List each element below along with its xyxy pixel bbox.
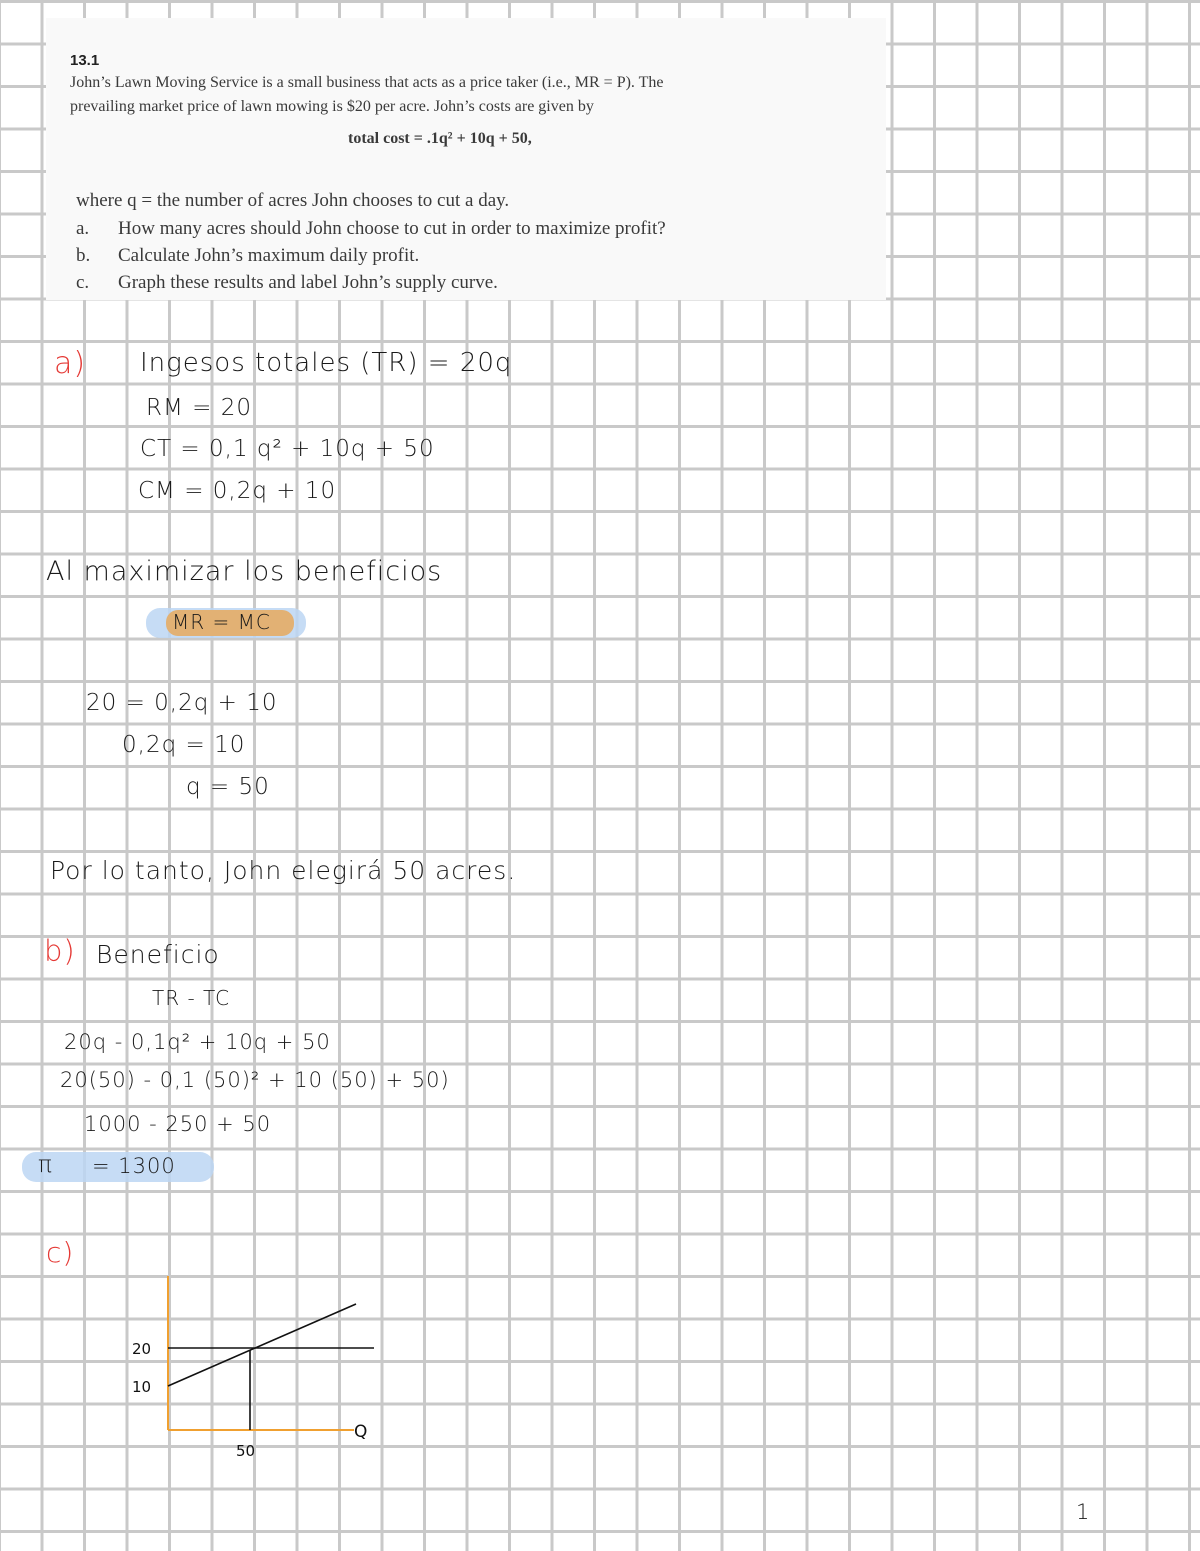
question-c-text: Graph these results and label John’s supply curve. — [118, 272, 498, 293]
part-c-label: c) — [46, 1236, 75, 1269]
part-a-marginal-revenue: RM = 20 — [146, 395, 252, 421]
part-b-line-1: TR - TC — [152, 986, 231, 1010]
page-number: 1 — [1076, 1500, 1091, 1524]
x-axis-label-q: Q — [354, 1422, 368, 1442]
maximize-text: Al maximizar los beneficios — [46, 556, 443, 587]
part-a-conclusion: Por lo tanto, John elegirá 50 acres. — [50, 856, 517, 885]
part-b-heading: Beneficio — [96, 940, 220, 969]
question-a-text: How many acres should John choose to cut in order to maximize profit? — [118, 218, 666, 239]
cost-formula: total cost = .1q² + 10q + 50, — [348, 130, 532, 147]
solution-line-1: 20 = 0,2q + 10 — [86, 690, 278, 716]
part-a-total-cost: CT = 0,1 q² + 10q + 50 — [140, 436, 435, 462]
solution-line-3: q = 50 — [186, 774, 270, 800]
profit-max-condition: MR = MC — [172, 610, 271, 634]
problem-intro-line2: prevailing market price of lawn mowing is $20 per acre. John’s costs are given by — [70, 98, 594, 115]
question-a-letter: a. — [76, 218, 90, 239]
problem-statement — [46, 18, 886, 300]
x-tick-50: 50 — [236, 1442, 256, 1460]
problem-where: where q = the number of acres John chooses to cut a day. — [76, 190, 510, 211]
solution-line-2: 0,2q = 10 — [122, 732, 246, 758]
profit-symbol: π — [38, 1152, 53, 1178]
question-b-letter: b. — [76, 245, 91, 266]
marginal-cost-line — [168, 1304, 356, 1386]
part-b-label: b) — [44, 934, 76, 968]
problem-intro-line1: John’s Lawn Moving Service is a small business that acts as a price taker (i.e., MR = P). The — [70, 74, 664, 91]
profit-result: = 1300 — [92, 1154, 176, 1178]
y-tick-10: 10 — [132, 1378, 152, 1396]
part-a-total-revenue: Ingesos totales (TR) = 20q — [140, 348, 513, 378]
problem-number: 13.1 — [70, 52, 100, 69]
question-b-text: Calculate John’s maximum daily profit. — [118, 245, 420, 266]
part-b-line-2: 20q - 0,1q² + 10q + 50 — [64, 1030, 331, 1054]
part-a-marginal-cost: CM = 0,2q + 10 — [138, 478, 337, 504]
part-b-line-4: 1000 - 250 + 50 — [84, 1112, 272, 1136]
question-c-letter: c. — [76, 272, 90, 293]
y-tick-20: 20 — [132, 1340, 152, 1358]
part-b-line-3: 20(50) - 0,1 (50)² + 10 (50) + 50) — [60, 1068, 450, 1092]
part-a-label: a) — [54, 346, 87, 381]
